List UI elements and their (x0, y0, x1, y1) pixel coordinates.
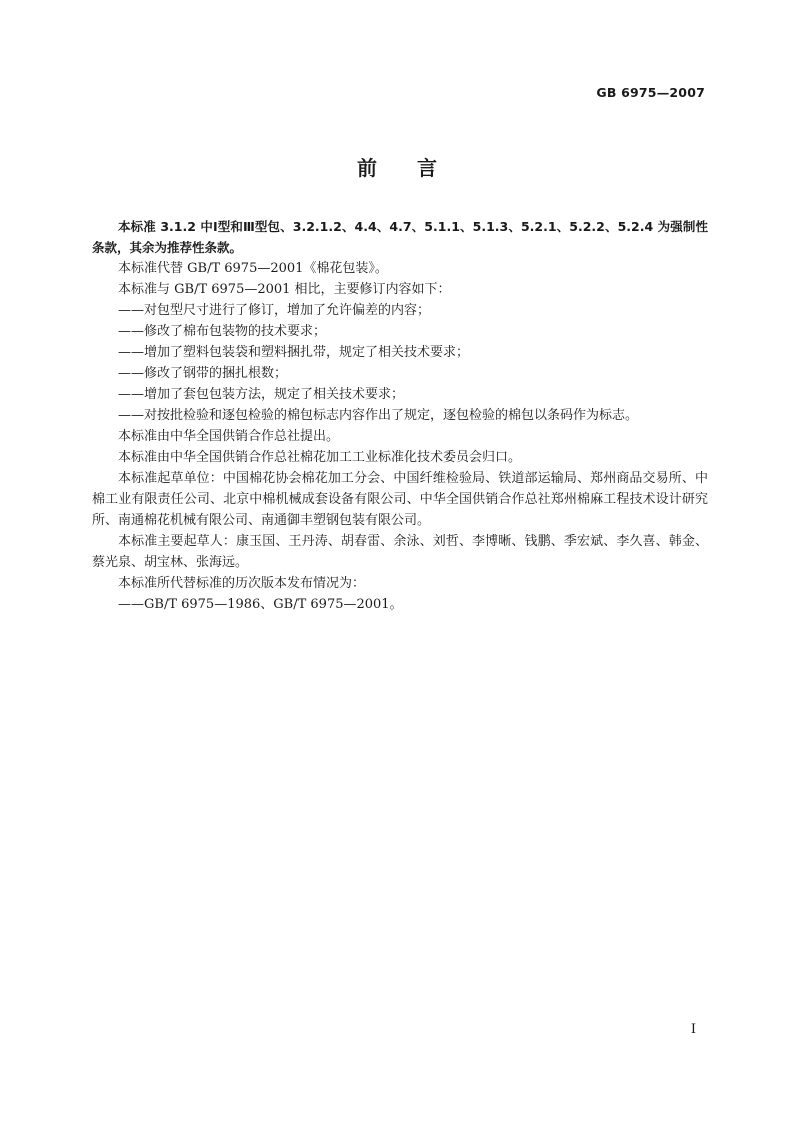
drafting-units-paragraph: 本标准起草单位：中国棉花协会棉花加工分会、中国纤维检验局、铁道部运输局、郑州商品交易所、中棉工业有限责任公司、北京中棉机械成套设备有限公司、中华全国供销合作总社郑州棉麻工程技术设计研究所、南通棉花机械有限公司、南通御丰塑钢包装有限公司。 (92, 471, 708, 528)
administrator-paragraph: 本标准由中华全国供销合作总社棉花加工工业标准化技术委员会归口。 (118, 450, 522, 465)
change-item: ——对包型尺寸进行了修订，增加了允许偏差的内容； (118, 303, 431, 318)
proposer-paragraph: 本标准由中华全国供销合作总社提出。 (118, 429, 340, 444)
change-item: ——修改了钢带的捆扎根数； (118, 366, 288, 381)
drafters-paragraph: 本标准主要起草人：康玉国、王丹涛、胡春雷、余泳、刘哲、李博晰、钱鹏、季宏斌、李久喜、韩金、蔡光泉、胡宝林、张海远。 (92, 534, 708, 570)
document-body (92, 216, 708, 615)
changes-intro-paragraph: 本标准与 GB/T 6975—2001 相比，主要修订内容如下： (118, 282, 451, 297)
change-item: ——增加了塑料包装袋和塑料捆扎带，规定了相关技术要求； (118, 345, 470, 360)
replaces-paragraph: 本标准代替 GB/T 6975—2001《棉花包装》。 (118, 261, 388, 276)
page-number: I (690, 1022, 696, 1037)
history-item: ——GB/T 6975—1986、GB/T 6975—2001。 (118, 597, 403, 612)
change-item: ——修改了棉布包装物的技术要求； (118, 324, 327, 339)
page-title: 前言 (357, 156, 477, 180)
change-item: ——对按批检验和逐包检验的棉包标志内容作出了规定，逐包检验的棉包以条码作为标志。 (118, 408, 639, 423)
standard-code: GB 6975—2007 (596, 85, 705, 100)
change-item: ——增加了套包包装方法，规定了相关技术要求； (118, 387, 405, 402)
history-intro-paragraph: 本标准所代替标准的历次版本发布情况为： (118, 576, 366, 591)
mandatory-clauses-paragraph: 本标准 3.1.2 中Ⅰ型和Ⅲ型包、3.2.1.2、4.4、4.7、5.1.1、5.1.3、5.2.1、5.2.2、5.2.4 为强制性条款，其余为推荐性条款。 (92, 219, 708, 255)
